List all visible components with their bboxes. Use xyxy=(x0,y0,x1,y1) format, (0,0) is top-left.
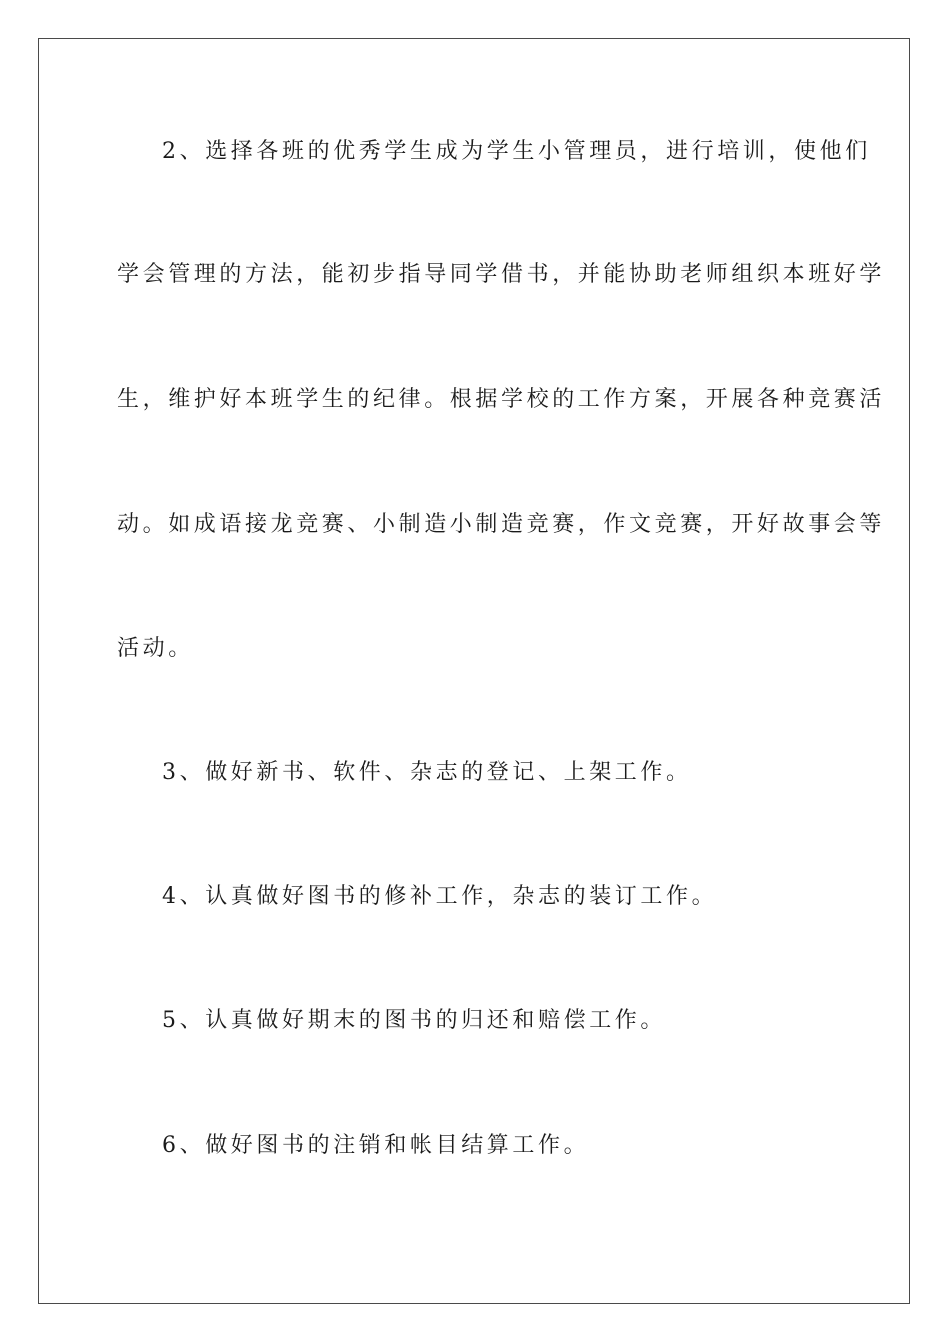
item-2-line-3: 生，维护好本班学生的纪律。根据学校的工作方案，开展各种竞赛活 xyxy=(117,387,886,412)
item-3: 3、做好新书、软件、杂志的登记、上架工作。 xyxy=(162,760,692,785)
item-6: 6、做好图书的注销和帐目结算工作。 xyxy=(162,1133,590,1158)
item-4: 4、认真做好图书的修补工作，杂志的装订工作。 xyxy=(162,884,718,909)
item-2-line-1: 2、选择各班的优秀学生成为学生小管理员，进行培训，使他们 xyxy=(162,139,871,164)
item-2-line-4: 动。如成语接龙竞赛、小制造小制造竞赛，作文竞赛，开好故事会等 xyxy=(117,512,886,537)
item-2-line-2: 学会管理的方法，能初步指导同学借书，并能协助老师组织本班好学 xyxy=(117,262,886,287)
page-border xyxy=(38,38,910,1304)
item-2-line-5: 活动。 xyxy=(117,636,194,661)
item-5: 5、认真做好期末的图书的归还和赔偿工作。 xyxy=(162,1008,666,1033)
